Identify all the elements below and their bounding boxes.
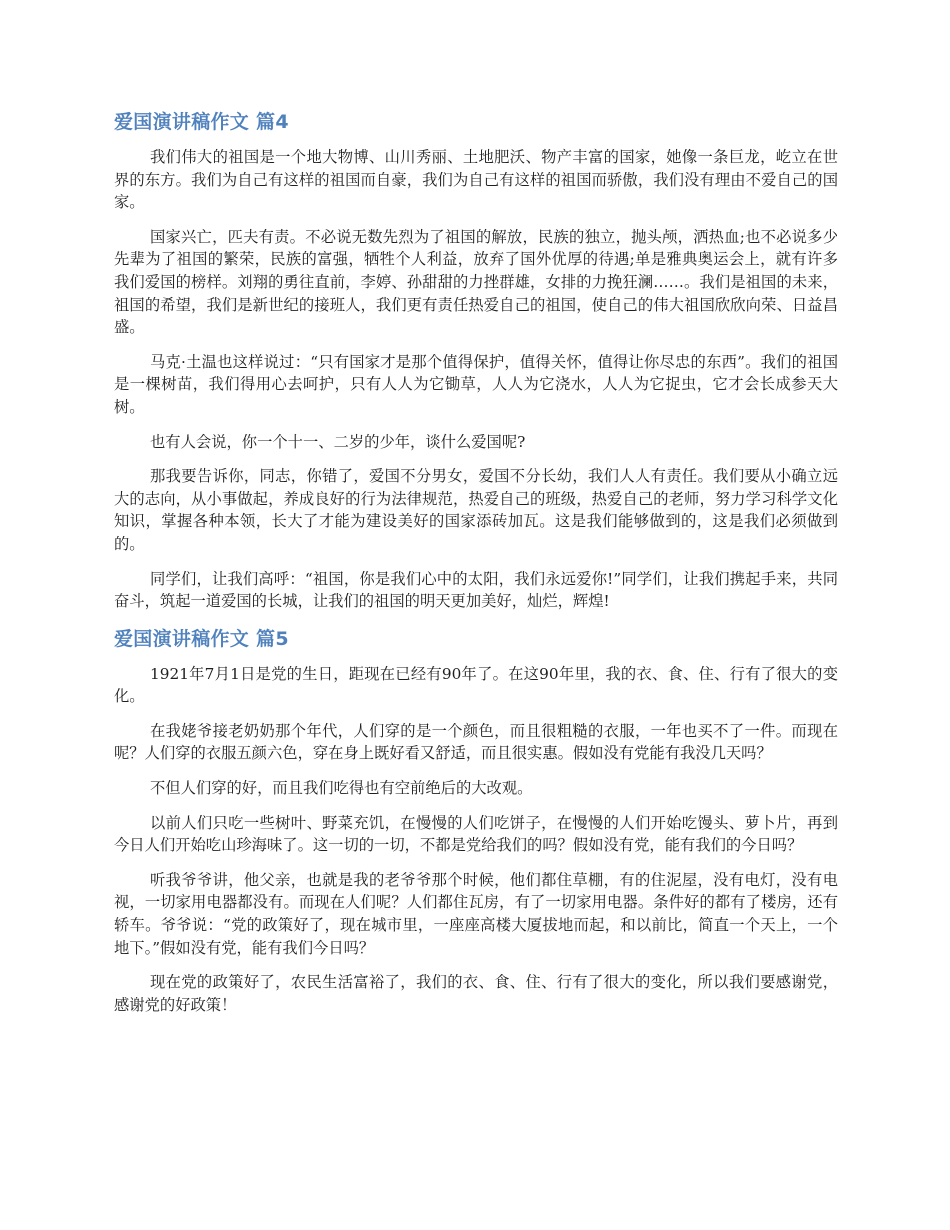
paragraph: 现在党的政策好了，农民生活富裕了，我们的衣、食、住、行有了很大的变化，所以我们要感谢党，感谢党的好政策！	[114, 973, 838, 1014]
paragraph: 以前人们只吃一些树叶、野菜充饥，在慢慢的人们吃饼子，在慢慢的人们开始吃馒头、萝卜片，再到今日人们开始吃山珍海味了。这一切的一切，不都是党给我们的吗？假如没有党，能有我们的今日吗？	[114, 813, 838, 855]
document-page	[114, 108, 838, 1028]
paragraph: 我们伟大的祖国是一个地大物博、山川秀丽、土地肥沃、物产丰富的国家，她像一条巨龙，屹立在世界的东方。我们为自己有这样的祖国而自豪，我们为自己有这样的祖国而骄傲，我们没有理由不爱自己的国家。	[114, 148, 838, 212]
paragraph: 马克·土温也这样说过：“只有国家才是那个值得保护，值得关怀，值得让你尽忠的东西”。我们的祖国是一棵树苗，我们得用心去呵护，只有人人为它锄草，人人为它浇水，人人为它捉虫，它才会长成参天大树。	[114, 352, 838, 416]
paragraph: 听我爷爷讲，他父亲，也就是我的老爷爷那个时候，他们都住草棚，有的住泥屋，没有电灯，没有电视，一切家用电器都没有。而现在人们呢？人们都住瓦房，有了一切家用电器。条件好的都有了楼房，还有轿车。爷爷说：“党的政策好了，现在城市里，一座座高楼大厦拔地而起，和以前比，简直一个天上，一个地下。”假如没有党，能有我们今日吗？	[114, 870, 838, 957]
paragraph: 1921年7月1日是党的生日，距现在已经有90年了。在这90年里，我的衣、食、住、行有了很大的变化。	[114, 664, 838, 706]
essay-section-5	[114, 625, 838, 1017]
paragraph: 不但人们穿的好，而且我们吃得也有空前绝后的大改观。	[150, 779, 533, 798]
paragraph: 在我姥爷接老奶奶那个年代，人们穿的是一个颜色，而且很粗糙的衣服，一年也买不了一件。而现在呢？人们穿的衣服五颜六色，穿在身上既好看又舒适，而且很实惠。假如没有党能有我没几天吗？	[114, 721, 838, 763]
section-title: 爱国演讲稿作文 篇4	[114, 111, 289, 133]
paragraph: 同学们，让我们高呼：“祖国，你是我们心中的太阳，我们永远爱你!”同学们，让我们携起手来，共同奋斗，筑起一道爱国的长城，让我们的祖国的明天更加美好，灿烂，辉煌!	[114, 569, 838, 611]
section-title: 爱国演讲稿作文 篇5	[114, 627, 289, 650]
essay-section-4	[114, 108, 838, 613]
paragraph: 国家兴亡，匹夫有责。不必说无数先烈为了祖国的解放，民族的独立，抛头颅，洒热血;也不必说多少先辈为了祖国的繁荣，民族的富强，牺牲个人利益，放弃了国外优厚的待遇;单是雅典奥运会上，就有许多我们爱国的榜样。刘翔的勇往直前，李婷、孙甜甜的力挫群雄，女排的力挽狂澜……。我们是祖国的未来，祖国的希望，我们是新世纪的接班人，我们更有责任热爱自己的祖国，使自己的伟大祖国欣欣向荣、日益昌盛。	[114, 227, 838, 337]
paragraph: 也有人会说，你一个十一、二岁的少年，谈什么爱国呢?	[150, 432, 526, 451]
paragraph: 那我要告诉你，同志，你错了，爱国不分男女，爱国不分长幼，我们人人有责任。我们要从小确立远大的志向，从小事做起，养成良好的行为法律规范，热爱自己的班级，热爱自己的老师，努力学习科学文化知识，掌握各种本领，长大了才能为建设美好的国家添砖加瓦。这是我们能够做到的，这是我们必须做到的。	[114, 467, 838, 553]
